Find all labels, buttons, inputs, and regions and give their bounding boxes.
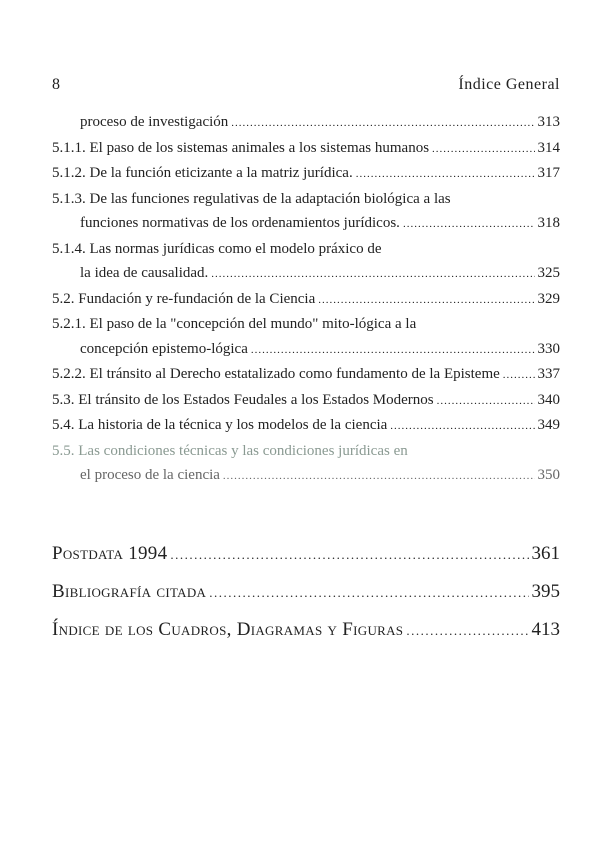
toc-entry-line [52, 312, 560, 337]
toc-page-number: 413 [531, 619, 560, 640]
toc-entry-line [52, 388, 560, 414]
toc-entry [52, 287, 560, 313]
running-head: Índice General [458, 76, 560, 93]
toc-entry-title: el proceso de la ciencia [80, 467, 220, 483]
toc-entry [52, 187, 560, 237]
main-section-entry [52, 573, 560, 611]
table-of-contents [52, 110, 560, 489]
toc-page-number: 318 [537, 215, 560, 231]
toc-page-number: 313 [537, 114, 560, 130]
toc-entry-line [52, 187, 560, 212]
toc-entry [52, 237, 560, 287]
toc-entry-title: concepción epistemo-lógica [80, 340, 248, 357]
toc-page-number: 325 [537, 265, 560, 281]
dot-leader [390, 414, 534, 439]
toc-entry-title: 5.2.1. El paso de la "concepción del mundo" mito-lógica a la [52, 316, 417, 332]
toc-entry-title: 5.2. Fundación y re-fundación de la Ciencia [52, 290, 316, 307]
toc-entry-title: 5.4. La historia de la técnica y los modelos de la ciencia [52, 417, 388, 433]
toc-entry-title: 5.3. El tránsito de los Estados Feudales a los Estados Modernos [52, 391, 434, 408]
toc-page-number: 337 [537, 366, 560, 382]
toc-page-number: 330 [537, 340, 560, 357]
toc-page-number: 350 [537, 467, 560, 483]
toc-page-number: 329 [537, 290, 560, 307]
dot-leader [170, 536, 528, 573]
toc-page-number: 395 [531, 581, 560, 602]
toc-entry [52, 312, 560, 362]
toc-entry-line [52, 439, 560, 464]
dot-leader [223, 464, 535, 489]
toc-entry [52, 413, 560, 439]
toc-entry [52, 362, 560, 388]
dot-leader [403, 212, 535, 237]
toc-entry-title: 5.1.2. De la función eticizante a la matriz jurídica. [52, 165, 353, 181]
toc-page-number: 349 [537, 417, 560, 433]
toc-entry-line [52, 535, 560, 573]
toc-entry-title: 5.1.4. Las normas jurídicas como el modelo práxico de [52, 240, 382, 257]
toc-entry-line [52, 261, 560, 287]
main-section-title: Índice de los Cuadros, Diagramas y Figuras [52, 619, 404, 640]
toc-entry-title: proceso de investigación [80, 114, 229, 130]
toc-entry-title: 5.1.1. El paso de los sistemas animales a los sistemas humanos [52, 139, 430, 156]
dot-leader [318, 288, 534, 313]
page-header [52, 76, 560, 98]
toc-entry-line [52, 413, 560, 439]
toc-entry [52, 388, 560, 414]
dot-leader [356, 162, 535, 187]
dot-leader [503, 363, 535, 388]
main-section-title: Bibliografía citada [52, 581, 207, 602]
toc-entry-title: funciones normativas de los ordenamientos jurídicos. [80, 215, 400, 231]
toc-entry-line [52, 573, 560, 611]
toc-page-number: 314 [537, 139, 560, 156]
dot-leader [231, 111, 534, 136]
toc-entry-title: 5.5. Las condiciones técnicas y las condiciones jurídicas en [52, 442, 408, 459]
toc-entry-title: la idea de causalidad. [80, 265, 209, 281]
toc-entry-line [52, 136, 560, 162]
toc-entry-line [52, 110, 560, 136]
toc-page-number: 340 [537, 391, 560, 408]
toc-entry [52, 439, 560, 489]
toc-page-number: 317 [537, 165, 560, 181]
toc-entry-line [52, 161, 560, 187]
toc-entry-line [52, 362, 560, 388]
dot-leader [432, 137, 534, 162]
page-number: 8 [52, 76, 60, 93]
dot-leader [211, 262, 534, 287]
toc-entry-title: 5.1.3. De las funciones regulativas de la adaptación biológica a las [52, 190, 451, 207]
toc-entry-line [52, 611, 560, 649]
toc-entry-line [52, 211, 560, 237]
toc-entry-line [52, 463, 560, 489]
dot-leader [209, 574, 528, 611]
toc-entry-title: 5.2.2. El tránsito al Derecho estatalizado como fundamento de la Episteme [52, 366, 500, 382]
main-section-entry [52, 611, 560, 649]
toc-entry [52, 110, 560, 136]
main-section-entry [52, 535, 560, 573]
main-section-title: Postdata 1994 [52, 543, 168, 564]
toc-entry-line [52, 287, 560, 313]
toc-entry [52, 161, 560, 187]
toc-entry-line [52, 337, 560, 363]
dot-leader [437, 389, 535, 414]
dot-leader [406, 612, 528, 649]
dot-leader [251, 338, 535, 363]
main-sections [52, 535, 560, 649]
toc-entry-line [52, 237, 560, 262]
toc-page-number: 361 [531, 543, 560, 564]
toc-entry [52, 136, 560, 162]
